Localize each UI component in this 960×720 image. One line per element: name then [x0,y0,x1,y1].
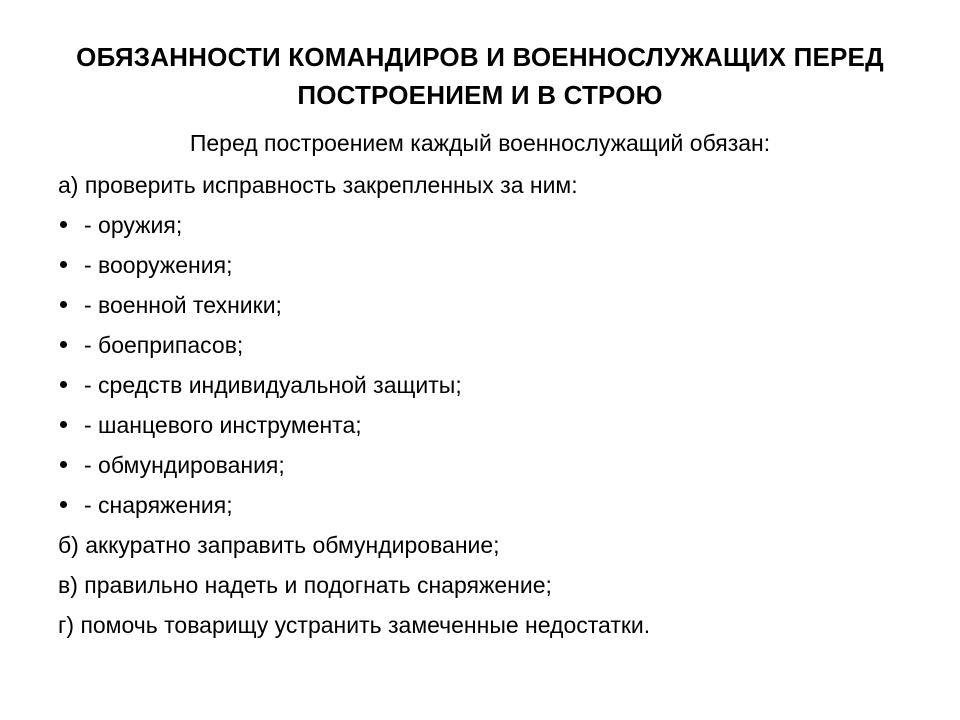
list-item-text: - боеприпасов; [84,332,244,358]
list-item-text: - оружия; [84,212,183,238]
list-item-text: - обмундирования; [84,452,285,478]
bullet-icon [60,261,67,268]
list-item [58,205,938,245]
intro-text: Перед построением каждый военнослужащий обязан: [189,130,771,156]
list-item [58,485,938,525]
duty-a: а) проверить исправность закрепленных за ним: [58,172,578,198]
list-item-text: - военной техники; [84,292,282,318]
duty-g: г) помочь товарищу устранить замеченные недостатки. [58,612,651,638]
bullet-icon [60,421,67,428]
bullet-icon [60,461,67,468]
duties-list [58,165,938,645]
bullet-icon [60,381,67,388]
list-item-text: - снаряжения; [84,492,233,518]
bullet-icon [60,341,67,348]
list-item [58,405,938,445]
list-item [58,245,938,285]
list-item [58,365,938,405]
bullet-icon [60,221,67,228]
list-item [58,285,938,325]
list-item-text: - шанцевого инструмента; [84,412,362,438]
bullet-icon [60,301,67,308]
duty-b: б) аккуратно заправить обмундирование; [58,532,500,558]
duty-v: в) правильно надеть и подогнать снаряжение; [58,572,552,598]
list-item-text: - вооружения; [84,252,233,278]
bullet-icon [60,501,67,508]
title-line-1: ОБЯЗАННОСТИ КОМАНДИРОВ И ВОЕННОСЛУЖАЩИХ ПЕРЕД [76,42,884,72]
list-item [58,445,938,485]
list-item [58,325,938,365]
list-item-text: - средств индивидуальной защиты; [84,372,462,398]
page-title [40,38,920,114]
title-line-2: ПОСТРОЕНИЕМ И В СТРОЮ [297,80,663,110]
